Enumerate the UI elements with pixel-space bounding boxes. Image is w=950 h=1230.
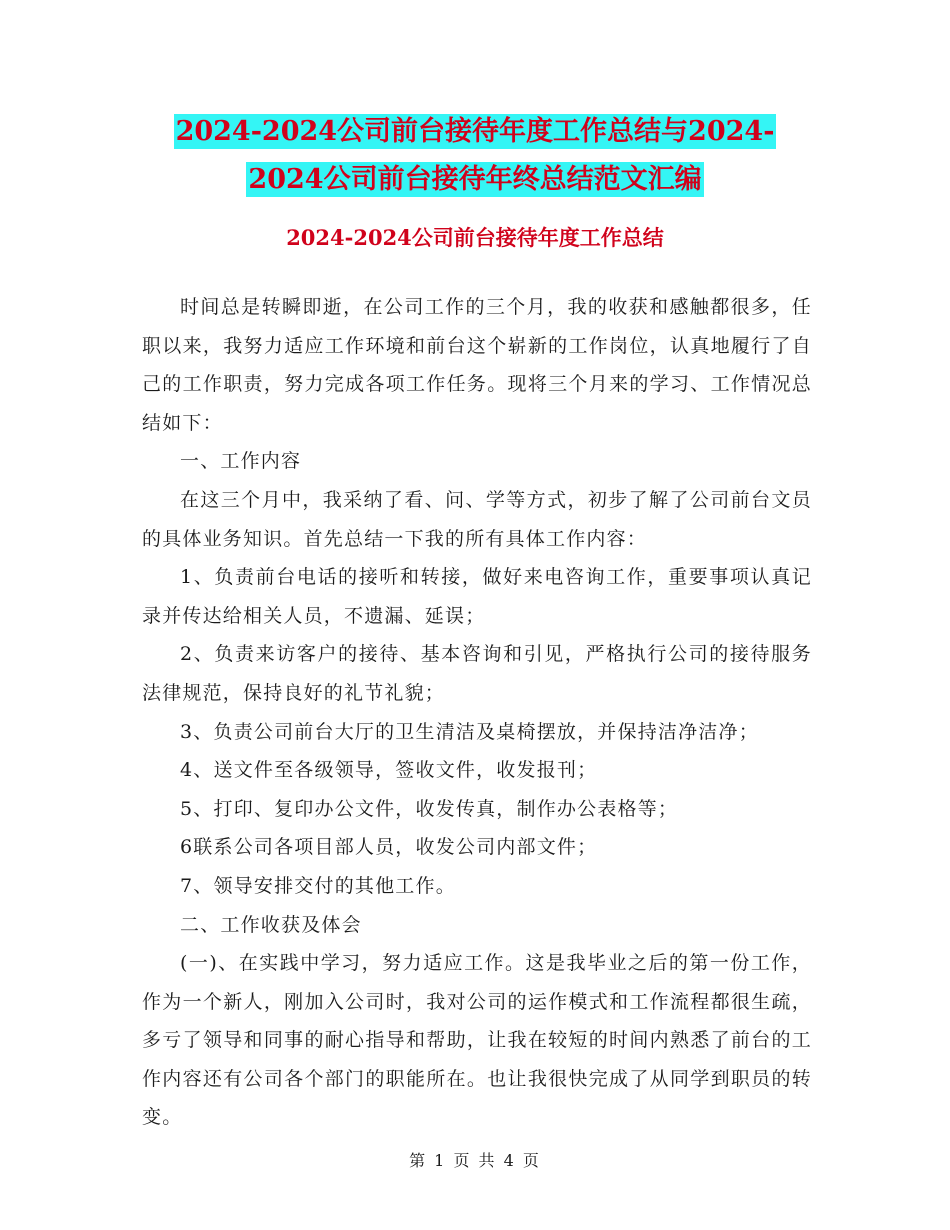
list-item-6: 6联系公司各项目部人员，收发公司内部文件； bbox=[180, 836, 598, 859]
heading-work-content: 一、工作内容 bbox=[180, 450, 302, 473]
paragraph-work-summary: 在这三个月中，我采纳了看、问、学等方式，初步了解了公司前台文员的具体业务知识。首先总结一下我的所有具体工作内容： bbox=[142, 488, 812, 550]
list-item-3: 3、负责公司前台大厅的卫生清洁及桌椅摆放，并保持洁净洁净； bbox=[180, 720, 759, 743]
document-body bbox=[142, 288, 812, 1137]
document-title bbox=[140, 108, 810, 204]
list-item-1: 1、负责前台电话的接听和转接，做好来电咨询工作，重要事项认真记录并传达给相关人员，不遗漏、延误； bbox=[142, 566, 812, 627]
paragraph-intro: 时间总是转瞬即逝，在公司工作的三个月，我的收获和感触都很多，任职以来，我努力适应工作环境和前台这个崭新的工作岗位，认真地履行了自己的工作职责，努力完成各项工作任务。现将三个月来的学习、工作情况总结如下： bbox=[142, 296, 812, 434]
document-title-text: 2024-2024公司前台接待年度工作总结与2024-2024公司前台接待年终总结范文汇编 bbox=[175, 116, 775, 195]
list-item-4: 4、送文件至各级领导，签收文件，收发报刊； bbox=[180, 759, 598, 782]
list-item-2: 2、负责来访客户的接待、基本咨询和引见，严格执行公司的接待服务法律规范，保持良好的礼节礼貌； bbox=[142, 643, 812, 704]
heading-gains: 二、工作收获及体会 bbox=[180, 913, 362, 936]
section-heading: 2024-2024公司前台接待年度工作总结 bbox=[286, 225, 664, 250]
page-number-footer: 第 1 页 共 4 页 bbox=[409, 1151, 541, 1170]
paragraph-gains-1: (一)、在实践中学习，努力适应工作。这是我毕业之后的第一份工作，作为一个新人，刚加入公司时，我对公司的运作模式和工作流程都很生疏，多亏了领导和同事的耐心指导和帮助，让我在较短的时间内熟悉了前台的工作内容还有公司各个部门的职能所在。也让我很快完成了从同学到职员的转变。 bbox=[142, 952, 812, 1129]
list-item-5: 5、打印、复印办公文件，收发传真，制作办公表格等； bbox=[180, 797, 679, 820]
list-item-7: 7、领导安排交付的其他工作。 bbox=[180, 874, 456, 897]
